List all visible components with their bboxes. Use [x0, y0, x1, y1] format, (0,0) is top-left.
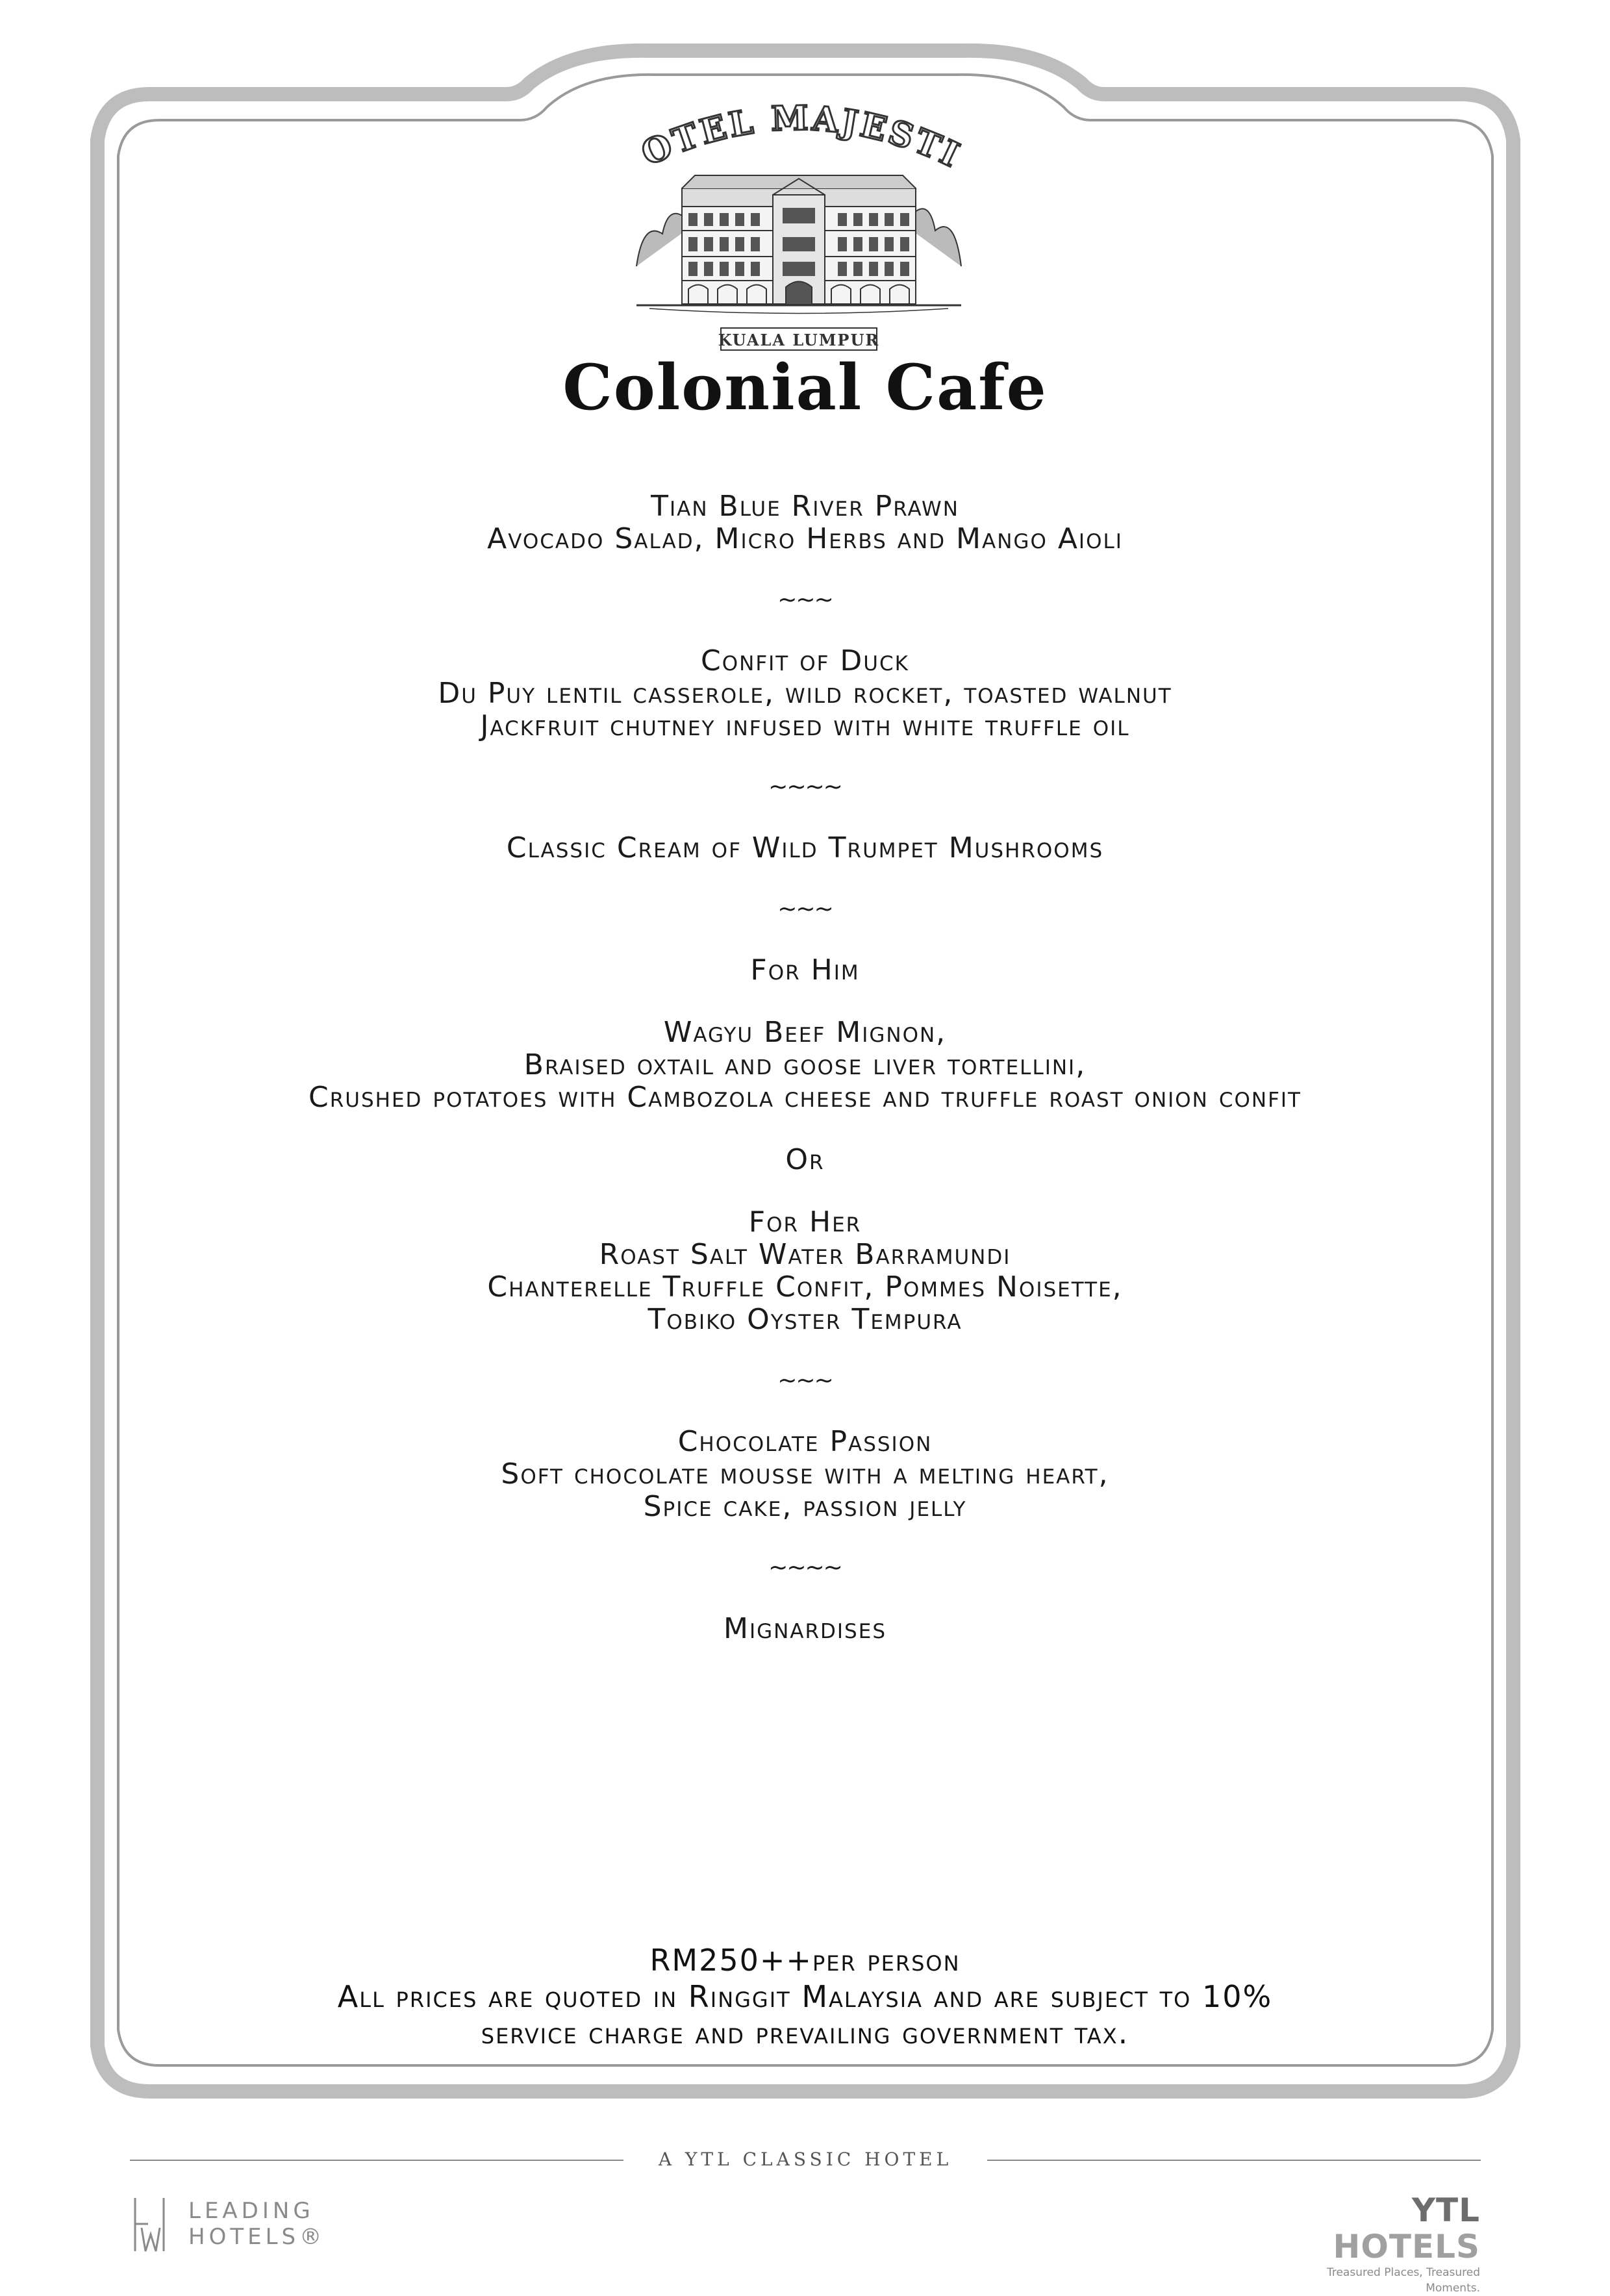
- course1-title: Tian Blue River Prawn: [651, 490, 959, 523]
- for-him-label: For Him: [750, 953, 860, 987]
- dessert-desc-line2: Spice cake, passion jelly: [643, 1490, 967, 1523]
- svg-text:HOTEL MAJESTIC: [623, 104, 967, 176]
- hotel-majestic-logo: [623, 104, 974, 364]
- course-separator: ~~~~: [768, 774, 842, 800]
- leading-hotels-line1: LEADING: [188, 2198, 314, 2224]
- or-label: Or: [785, 1143, 825, 1176]
- her-desc-line2: Tobiko Oyster Tempura: [648, 1303, 962, 1336]
- him-desc-line2: Crushed potatoes with Cambozola cheese and truffle roast onion confit: [308, 1081, 1302, 1114]
- dessert-desc-line1: Soft chocolate mousse with a melting heart,: [501, 1457, 1109, 1491]
- course-separator: ~~~~: [768, 1554, 842, 1581]
- ytl-hotels-name: [1272, 2192, 1480, 2265]
- her-desc-line1: Chanterelle Truffle Confit, Pommes Noisette,: [487, 1270, 1123, 1304]
- ytl-hotels-word: HOTELS: [1333, 2228, 1480, 2265]
- ytl-hotels-logo: [1272, 2191, 1480, 2295]
- him-title: Wagyu Beef Mignon,: [663, 1016, 947, 1049]
- course2-title: Confit of Duck: [701, 644, 909, 677]
- leading-hotels-mark-icon: [130, 2195, 169, 2254]
- band-text: A YTL CLASSIC HOTEL: [658, 2149, 953, 2170]
- for-her-label: For Her: [748, 1205, 862, 1239]
- ytl-tagline: Treasured Places, Treasured Moments.: [1326, 2266, 1480, 2295]
- leading-hotels-text: [188, 2198, 325, 2250]
- price-per-person: RM250++per person: [649, 1943, 961, 1978]
- dessert-title: Chocolate Passion: [677, 1425, 933, 1458]
- menu-body: [195, 490, 1415, 1645]
- course-separator: ~~~: [777, 587, 833, 613]
- finale-title: Mignardises: [723, 1612, 887, 1645]
- logo-arch-text: OTEL MAJESTI: [635, 104, 968, 177]
- leading-hotels-line2: HOTELS®: [188, 2224, 326, 2250]
- her-title: Roast Salt Water Barramundi: [599, 1238, 1011, 1271]
- course2-desc-line2: Jackfruit chutney infused with white truffle oil: [480, 709, 1130, 742]
- course2-desc-line1: Du Puy lentil casserole, wild rocket, toasted walnut: [438, 677, 1172, 710]
- leading-hotels-logo: [130, 2195, 377, 2254]
- course3-title: Classic Cream of Wild Trumpet Mushrooms: [506, 831, 1104, 864]
- price-disclaimer-line1: All prices are quoted in Ringgit Malaysia and are subject to 10%: [337, 1979, 1273, 2014]
- course-separator: ~~~: [777, 896, 833, 922]
- price-block: [195, 1942, 1415, 2051]
- course-separator: ~~~: [777, 1367, 833, 1394]
- logo-city-text: KUALA LUMPUR: [718, 331, 880, 349]
- him-desc-line1: Braised oxtail and goose liver tortellini,: [523, 1048, 1087, 1081]
- band-divider-left: [130, 2160, 623, 2161]
- classic-hotel-band: [130, 2147, 1481, 2173]
- ytl-brand: YTL: [1411, 2191, 1480, 2229]
- restaurant-name: Colonial Cafe: [562, 351, 1048, 424]
- price-disclaimer-line2: service charge and prevailing government tax.: [481, 2015, 1129, 2050]
- course1-desc: Avocado Salad, Micro Herbs and Mango Aioli: [487, 522, 1123, 555]
- band-divider-right: [987, 2160, 1481, 2161]
